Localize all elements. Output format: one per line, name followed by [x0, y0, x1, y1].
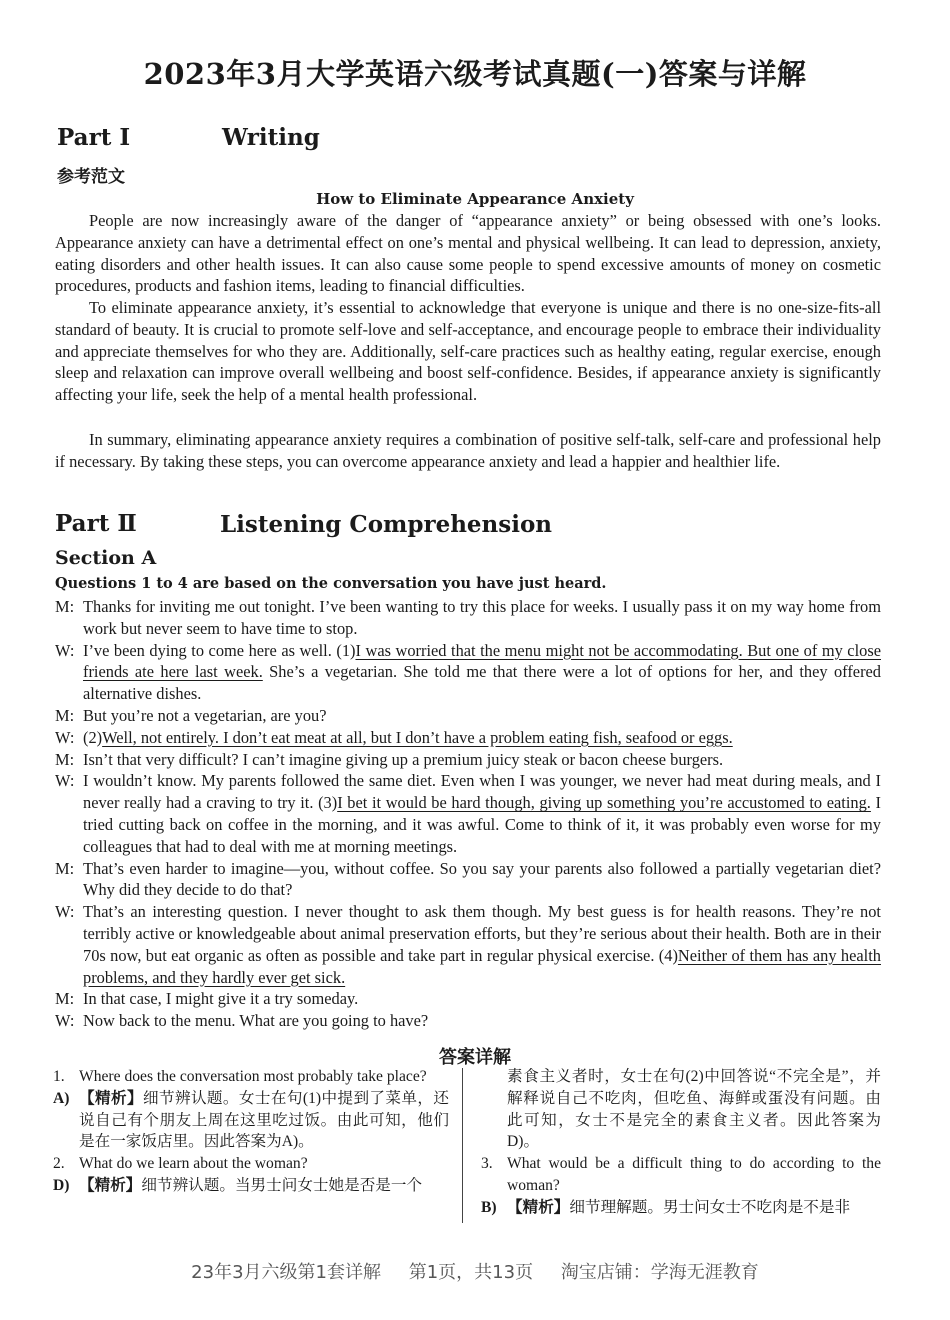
question-2: 2. What do we learn about the woman?: [53, 1155, 308, 1173]
essay-paragraph-2: To eliminate appearance anxiety, it’s essential to acknowledge that everyone is unique and there is no one-size-fits-all standard of beauty. It is crucial to promote self-love and self-acceptance, and encourage people to embrace their individuality and appreciate themselves for who they are. Additionally, self-care practices such as healthy eating, regular exercise, enough sleep and relaxation can improve overall wellbeing and boost self-confidence. Besides, if appearance anxiety is significantly affecting your life, seek the help of a mental health professional.: [55, 298, 881, 405]
question-1: 1. Where does the conversation most probably take place?: [53, 1068, 427, 1085]
dialogue-turn: M: In that case, I might give it a try someday.: [55, 989, 359, 1009]
answers-heading: 答案详解: [439, 1047, 511, 1068]
key-sentence-4: Neither of them has any health problems, and they hardly ever get sick.: [83, 945, 881, 987]
question-3: 3. What would be a difficult thing to do according to the woman?: [481, 1155, 881, 1194]
dialogue-turn: W: I’ve been dying to come here as well. (1)I was worried that the menu might not be accommodating. But one of my close friends ate here last week. She’s a vegetarian. She told me that there were a lot of options for her, and they offered alternative dishes.: [55, 640, 881, 704]
answer-1: A) 【精析】细节辨认题。女士在句(1)中提到了菜单，还说自己有个朋友上周在这里吃过饭。由此可知，他们是在一家饭店里。因此答案为A)。: [53, 1089, 449, 1151]
part2-label: Part Ⅱ: [55, 510, 137, 537]
dialogue-turn: M: That’s even harder to imagine—you, without coffee. So you say your parents also followed a partially vegetarian diet? Why did they decide to do that?: [55, 858, 881, 900]
dialogue: [55, 596, 881, 1032]
essay-paragraph-1: People are now increasingly aware of the danger of “appearance anxiety” or being obsessed with one’s looks. Appearance anxiety can have a detrimental effect on one’s mental and physical wellbeing. It can lead to depression, anxiety, eating disorders and other health issues. It can also cause some people to spend excessive amounts of money on cosmetic procedures, products and fashion items, leading to financial difficulties.: [55, 211, 881, 296]
footer-doc-title: 23年3月六级第1套详解: [191, 1262, 381, 1283]
essay-title: How to Eliminate Appearance Anxiety: [316, 190, 634, 208]
page-title: 2023年3月大学英语六级考试真题(一)答案与详解: [143, 57, 807, 91]
answers-left-column: [53, 1066, 449, 1197]
column-divider: [462, 1068, 463, 1223]
dialogue-turn: M: Isn’t that very difficult? I can’t imagine giving up a premium juicy steak or bacon cheese burgers.: [55, 749, 724, 769]
key-sentence-3: I bet it would be hard though, giving up something you’re accustomed to eating.: [337, 793, 871, 813]
dialogue-turn: W: I wouldn’t know. My parents followed the same diet. Even when I was younger, we never had meat during meals, and I never really had a craving to try it. (3)I bet it would be hard though, giving up something you’re accustomed to eating. I tried cutting back on coffee in the morning, and it was awful. Come to think of it, it was probably even worse for my colleagues that had to deal with me at morning meetings.: [55, 771, 882, 856]
answer-2-continued: 素食主义者时，女士在句(2)中回答说“不完全是”，并解释说自己不吃肉，但吃鱼、海鲜或蛋没有问题。由此可知，女士不是完全的素食主义者。因此答案为D)。: [507, 1068, 881, 1151]
key-sentence-1: I was worried that the menu might not be accommodating. But one of my close friends ate here last week.: [83, 640, 881, 682]
dialogue-turn: M: Thanks for inviting me out tonight. I’ve been wanting to try this place for weeks. I usually pass it on my way home from work but never seem to have time to stop.: [55, 597, 881, 638]
part1-title: Writing: [222, 124, 320, 151]
key-sentence-2: Well, not entirely. I don’t eat meat at all, but I don’t have a problem eating fish, seafood or eggs.: [102, 727, 733, 747]
page-footer: [0, 1258, 950, 1284]
footer-shop: 淘宝店铺：学海无涯教育: [560, 1262, 759, 1283]
dialogue-turn: W: That’s an interesting question. I never thought to ask them though. My best guess is for health reasons. They’re not terribly active or knowledgeable about animal preservation efforts, but they’re serious about their health. Both are in their 70s now, but eat organic as often as possible and take part in regular physical exercise. (4)Neither of them has any health problems, and they hardly ever get sick.: [55, 902, 881, 987]
part2-title: Listening Comprehension: [220, 511, 553, 538]
answer-2: D) 【精析】细节辨认题。当男士问女士她是否是一个: [53, 1176, 423, 1194]
questions-instruction: Questions 1 to 4 are based on the conversation you have just heard.: [55, 575, 607, 592]
dialogue-turn: M: But you’re not a vegetarian, are you?: [55, 705, 327, 725]
sample-essay-label: 参考范文: [57, 167, 125, 187]
part1-label: Part Ⅰ: [57, 124, 131, 151]
section-heading: Section A: [55, 547, 157, 569]
dialogue-turn: W: Now back to the menu. What are you going to have?: [55, 1011, 429, 1031]
dialogue-turn: W: (2)Well, not entirely. I don’t eat meat at all, but I don’t have a problem eating fish, seafood or eggs.: [55, 727, 733, 747]
essay-paragraph-3: In summary, eliminating appearance anxiety requires a combination of positive self-talk, self-care and professional help if necessary. By taking these steps, you can overcome appearance anxiety and lead a happier and healthier life.: [55, 430, 881, 471]
answers-right-column: [481, 1066, 881, 1219]
footer-page-number: 第1页，共13页: [408, 1262, 534, 1283]
answer-3: B) 【精析】细节理解题。男士问女士不吃肉是不是非: [481, 1198, 851, 1216]
